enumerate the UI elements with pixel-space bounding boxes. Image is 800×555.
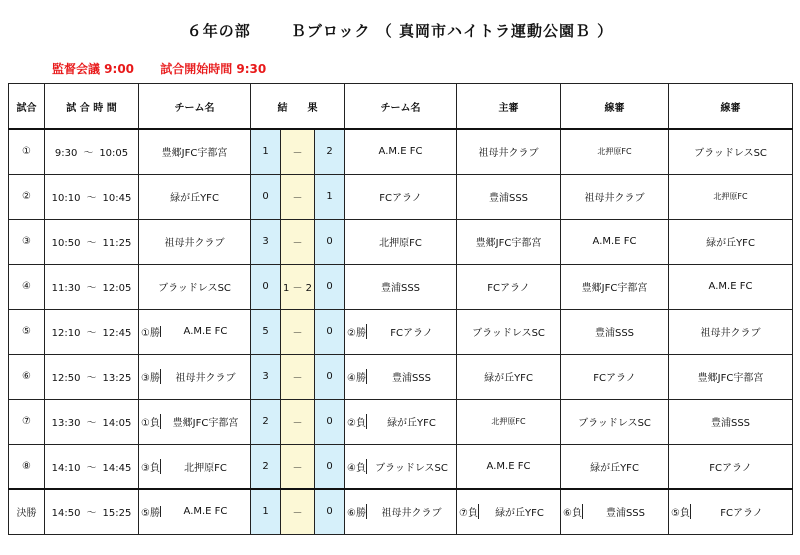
linesman1-cell (561, 174, 669, 219)
match-row (9, 264, 793, 309)
score-separator: － (281, 174, 315, 219)
team2-cell (345, 489, 457, 534)
score-team2: 1 (315, 174, 345, 219)
linesman2-cell-name: A.M.E FC (708, 281, 753, 292)
linesman1-cell (561, 264, 669, 309)
match-number: ③ (9, 219, 45, 264)
match-schedule-table (8, 83, 793, 535)
match-row (9, 309, 793, 354)
score-team1: 3 (251, 219, 281, 264)
team1-cell (139, 309, 251, 354)
team1-cell-seed: ⑤勝 (141, 508, 160, 520)
end-time: 10:45 (102, 193, 132, 204)
meeting-info (52, 60, 288, 77)
linesman2-cell (669, 174, 793, 219)
linesman2-cell-name: 祖母井クラブ (700, 328, 761, 339)
linesman1-cell (561, 399, 669, 444)
team2-cell (345, 219, 457, 264)
match-time (45, 354, 139, 399)
match-row (9, 489, 793, 534)
team2-cell (345, 399, 457, 444)
linesman2-cell-name: FCアラノ (690, 504, 792, 519)
match-number: 決勝 (9, 489, 45, 534)
team1-cell (139, 489, 251, 534)
start-time: 14:10 (51, 462, 81, 474)
match-time (45, 489, 139, 534)
team1-cell-name: 祖母井クラブ (164, 238, 225, 249)
match-time (45, 129, 139, 174)
start-time: 12:50 (51, 373, 81, 384)
referee-cell (457, 219, 561, 264)
referee-cell (457, 489, 561, 534)
header-linesman-1: 線審 (561, 84, 669, 130)
team2-cell (345, 309, 457, 354)
referee-cell (457, 354, 561, 399)
team2-cell-name: FCアラノ (379, 193, 422, 204)
team1-cell-name: 豊郷JFC宇都宮 (161, 148, 228, 160)
referee-cell-name: 豊郷JFC宇都宮 (475, 238, 542, 249)
end-time: 14:05 (102, 418, 132, 429)
match-row (9, 354, 793, 399)
score-separator: － (281, 309, 315, 354)
start-time: 13:30 (51, 418, 81, 429)
linesman1-cell-name: ブラッドレスSC (578, 418, 651, 429)
match-time (45, 174, 139, 219)
time-separator: ～ (86, 193, 97, 204)
end-time: 11:25 (102, 238, 132, 249)
schedule-body (9, 129, 793, 534)
start-time: 14:50 (51, 508, 81, 520)
linesman1-cell-name: 豊浦SSS (594, 328, 635, 339)
team1-cell (139, 219, 251, 264)
linesman1-cell (561, 219, 669, 264)
linesman1-cell-seed: ⑥負 (563, 508, 582, 520)
match-number: ⑦ (9, 399, 45, 444)
team1-cell-name: 緑が丘YFC (170, 193, 219, 204)
match-number: ④ (9, 264, 45, 309)
block-label: Ｂブロック （ 真岡市ハイトラ運動公園Ｂ ） (290, 22, 614, 40)
linesman2-cell (669, 399, 793, 444)
time-separator: ～ (86, 462, 97, 474)
team1-cell-seed: ①勝 (141, 328, 160, 339)
match-row (9, 129, 793, 174)
score-team2: 0 (315, 219, 345, 264)
match-time (45, 219, 139, 264)
team1-cell (139, 444, 251, 489)
time-separator: ～ (86, 328, 97, 339)
coach-meeting-time: 監督会議 9:00 (52, 62, 135, 76)
team2-cell-name: ブラッドレスSC (366, 459, 456, 474)
header-time: 試 合 時 間 (45, 84, 139, 130)
referee-cell (457, 444, 561, 489)
match-number: ② (9, 174, 45, 219)
start-time: 10:10 (51, 193, 81, 204)
team2-cell-seed: ⑥勝 (347, 508, 366, 520)
team1-cell-name: 豊郷JFC宇都宮 (160, 414, 250, 429)
team2-cell (345, 174, 457, 219)
team1-cell-seed: ③勝 (141, 373, 160, 384)
team2-cell-name: 豊浦SSS (366, 369, 456, 384)
score-team2: 0 (315, 489, 345, 534)
referee-cell (457, 399, 561, 444)
kickoff-time: 試合開始時間 9:30 (160, 62, 267, 76)
score-team2: 0 (315, 399, 345, 444)
linesman1-cell (561, 129, 669, 174)
team1-cell-seed: ①負 (141, 418, 160, 429)
end-time: 15:25 (102, 508, 132, 520)
linesman2-cell (669, 354, 793, 399)
team1-cell (139, 129, 251, 174)
team2-cell-seed: ④勝 (347, 373, 366, 384)
score-separator: 1 － 2 (281, 264, 315, 309)
end-time: 14:45 (102, 462, 132, 474)
match-number: ⑤ (9, 309, 45, 354)
linesman1-cell (561, 444, 669, 489)
linesman2-cell-name: ブラッドレスSC (694, 148, 767, 160)
division-label: ６年の部 (186, 22, 251, 40)
match-time (45, 309, 139, 354)
team2-cell-name: 北押原FC (379, 238, 422, 249)
end-time: 10:05 (99, 148, 129, 160)
linesman1-cell-name: 北押原FC (597, 147, 632, 157)
score-team1: 1 (251, 489, 281, 534)
time-separator: ～ (83, 148, 94, 160)
linesman2-cell-seed: ⑤負 (671, 508, 690, 520)
time-separator: ～ (86, 238, 97, 249)
linesman1-cell-name: 緑が丘YFC (590, 462, 639, 474)
match-number: ⑥ (9, 354, 45, 399)
referee-cell-name: A.M.E FC (486, 460, 531, 472)
team2-cell-name: 祖母井クラブ (366, 504, 456, 519)
score-team2: 0 (315, 309, 345, 354)
linesman2-cell (669, 219, 793, 264)
linesman1-cell (561, 354, 669, 399)
score-team1: 5 (251, 309, 281, 354)
referee-cell-name: 緑が丘YFC (484, 373, 533, 384)
linesman1-cell (561, 489, 669, 534)
header-result: 結 果 (251, 84, 345, 130)
score-team1: 2 (251, 444, 281, 489)
time-separator: ～ (86, 418, 97, 429)
team2-cell-name: 緑が丘YFC (366, 414, 456, 429)
team1-cell-name: A.M.E FC (160, 326, 250, 337)
score-team2: 0 (315, 444, 345, 489)
score-team1: 1 (251, 129, 281, 174)
linesman1-cell-name: 祖母井クラブ (584, 193, 645, 204)
match-row (9, 399, 793, 444)
referee-cell-name: ブラッドレスSC (472, 328, 545, 339)
match-row (9, 174, 793, 219)
linesman1-cell-name: A.M.E FC (592, 236, 637, 247)
score-team2: 2 (315, 129, 345, 174)
score-separator: － (281, 129, 315, 174)
score-separator: － (281, 354, 315, 399)
end-time: 12:05 (102, 283, 132, 294)
header-row (9, 84, 793, 130)
team2-cell-seed: ②負 (347, 418, 366, 429)
team1-cell-seed: ③負 (141, 462, 160, 474)
team2-cell (345, 354, 457, 399)
match-number: ⑧ (9, 444, 45, 489)
team1-cell-name: ブラッドレスSC (158, 283, 231, 294)
linesman2-cell (669, 444, 793, 489)
linesman2-cell-name: 北押原FC (713, 192, 748, 201)
score-team1: 0 (251, 174, 281, 219)
end-time: 12:45 (102, 328, 132, 339)
match-row (9, 219, 793, 264)
referee-cell-name: FCアラノ (487, 283, 530, 294)
referee-cell-name: 北押原FC (491, 417, 526, 426)
match-time (45, 444, 139, 489)
referee-cell-name: 祖母井クラブ (478, 148, 539, 160)
linesman1-cell-name: FCアラノ (593, 373, 636, 384)
team1-cell-name: 北押原FC (160, 459, 250, 474)
linesman2-cell-name: 緑が丘YFC (706, 238, 755, 249)
linesman2-cell (669, 309, 793, 354)
linesman2-cell (669, 489, 793, 534)
team1-cell (139, 174, 251, 219)
start-time: 12:10 (51, 328, 81, 339)
referee-cell (457, 264, 561, 309)
score-team2: 0 (315, 264, 345, 309)
team1-cell (139, 264, 251, 309)
linesman2-cell-name: 豊郷JFC宇都宮 (697, 373, 764, 384)
team2-cell-name: A.M.E FC (378, 146, 423, 158)
referee-cell-name: 緑が丘YFC (478, 504, 560, 519)
header-match: 試合 (9, 84, 45, 130)
team1-cell-name: A.M.E FC (160, 506, 250, 517)
team1-cell-name: 祖母井クラブ (160, 369, 250, 384)
linesman1-cell-name: 豊郷JFC宇都宮 (581, 283, 648, 294)
team2-cell-seed: ②勝 (347, 328, 366, 339)
team2-cell-seed: ④負 (347, 462, 366, 474)
header-team2: チーム名 (345, 84, 457, 130)
linesman2-cell (669, 264, 793, 309)
header-referee: 主審 (457, 84, 561, 130)
linesman2-cell (669, 129, 793, 174)
match-time (45, 264, 139, 309)
start-time: 10:50 (51, 238, 81, 249)
referee-cell (457, 309, 561, 354)
header-linesman-2: 線審 (669, 84, 793, 130)
team2-cell-name: 豊浦SSS (380, 283, 421, 294)
team2-cell-name: FCアラノ (366, 324, 456, 339)
score-team1: 0 (251, 264, 281, 309)
match-row (9, 444, 793, 489)
team2-cell (345, 129, 457, 174)
linesman2-cell-name: 豊浦SSS (710, 418, 751, 429)
linesman1-cell-name: 豊浦SSS (582, 504, 668, 519)
page-title (0, 20, 800, 41)
start-time: 9:30 (54, 148, 78, 160)
score-team2: 0 (315, 354, 345, 399)
start-time: 11:30 (51, 283, 81, 294)
header-team1: チーム名 (139, 84, 251, 130)
score-separator: － (281, 444, 315, 489)
linesman2-cell-name: FCアラノ (709, 462, 752, 474)
score-team1: 3 (251, 354, 281, 399)
linesman1-cell (561, 309, 669, 354)
referee-cell (457, 129, 561, 174)
time-separator: ～ (86, 373, 97, 384)
end-time: 13:25 (102, 373, 132, 384)
team1-cell (139, 354, 251, 399)
score-separator: － (281, 399, 315, 444)
score-separator: － (281, 219, 315, 264)
match-time (45, 399, 139, 444)
team2-cell (345, 264, 457, 309)
team1-cell (139, 399, 251, 444)
match-number: ① (9, 129, 45, 174)
team2-cell (345, 444, 457, 489)
time-separator: ～ (86, 508, 97, 520)
referee-cell-seed: ⑦負 (459, 508, 478, 520)
referee-cell-name: 豊浦SSS (488, 193, 529, 204)
score-team1: 2 (251, 399, 281, 444)
score-separator: － (281, 489, 315, 534)
time-separator: ～ (86, 283, 97, 294)
referee-cell (457, 174, 561, 219)
